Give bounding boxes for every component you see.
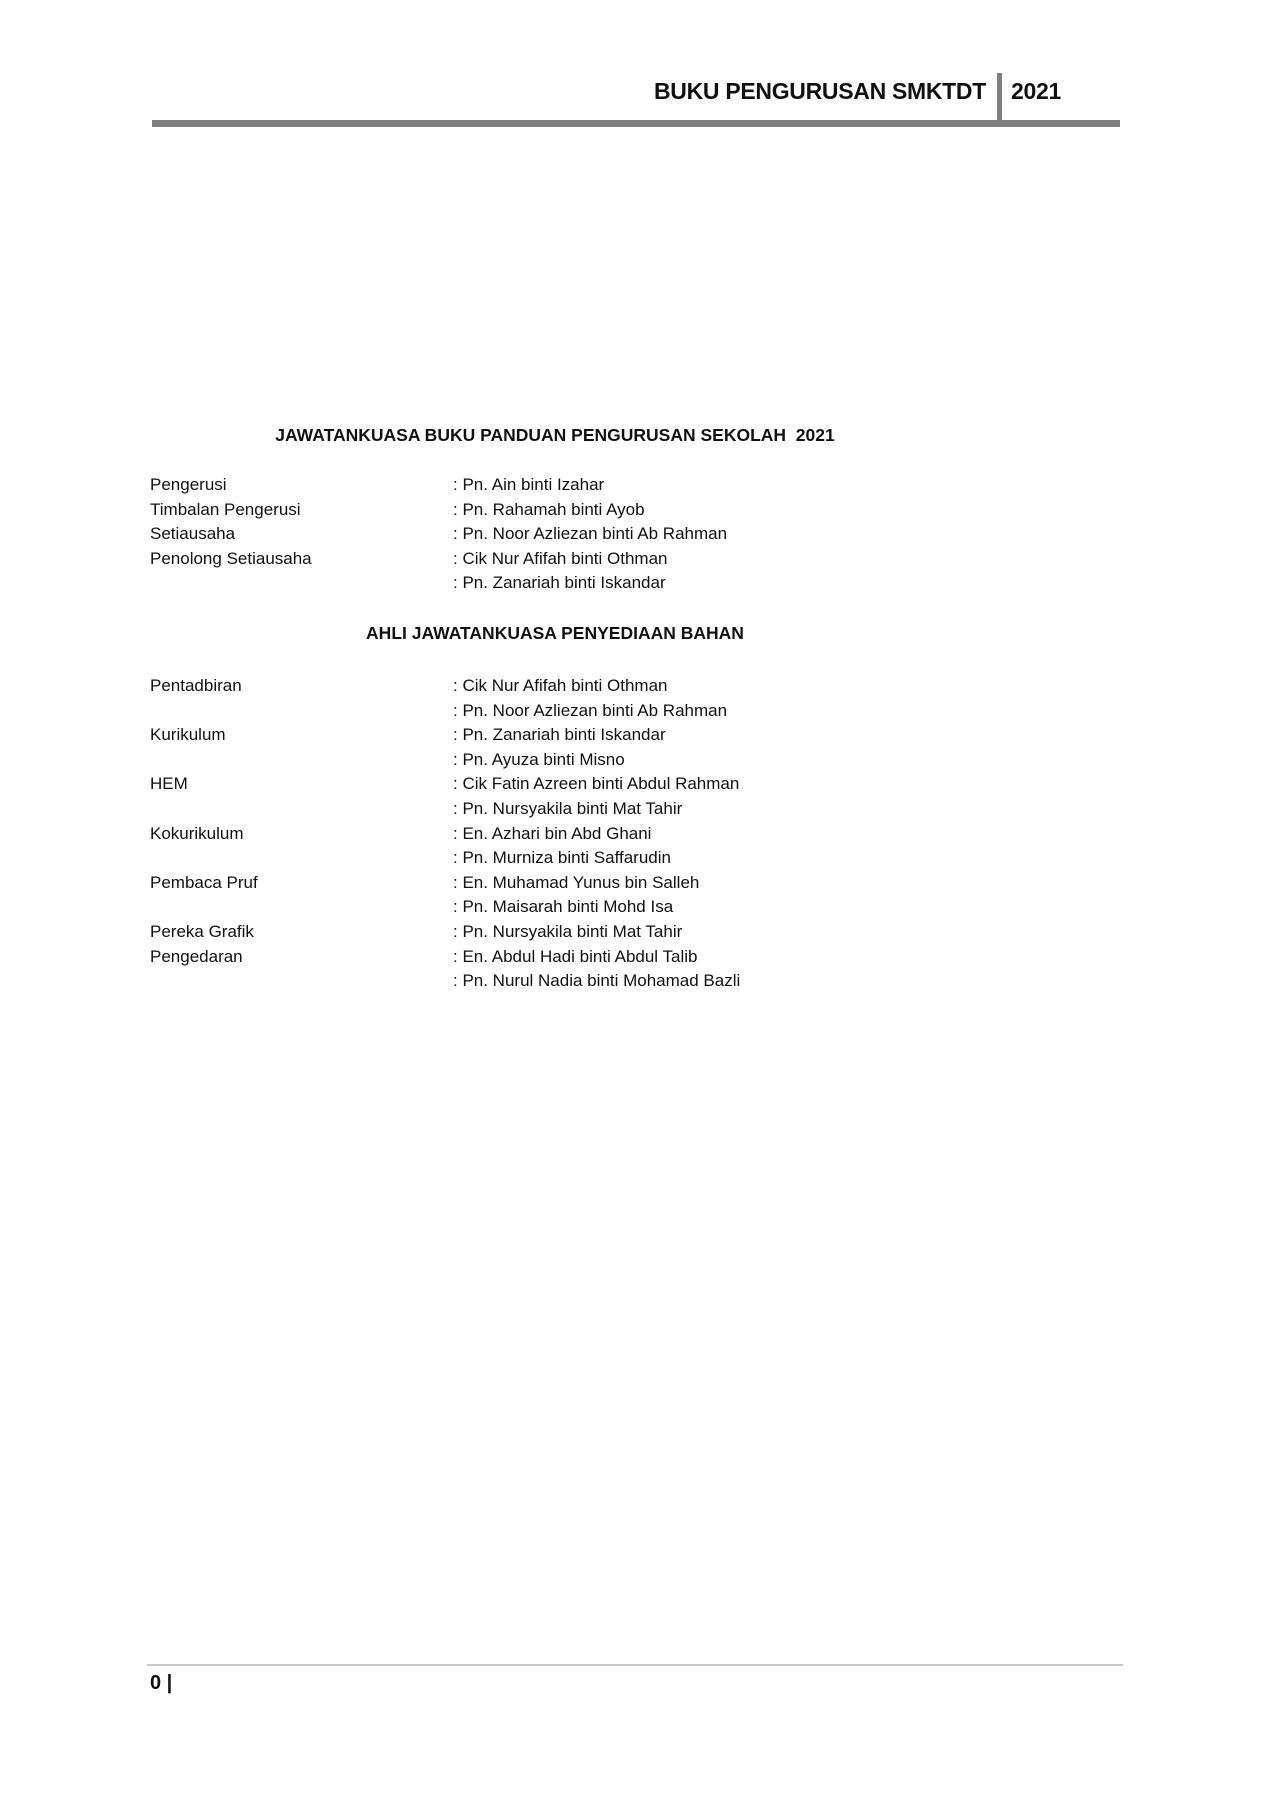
committee-row: [150, 969, 1050, 994]
role-label: [150, 969, 453, 994]
section-heading-ahli-jawatankuasa: AHLI JAWATANKUASA PENYEDIAAN BAHAN: [366, 623, 744, 643]
member-name: : Pn. Nursyakila binti Mat Tahir: [453, 798, 683, 818]
role-label: Pereka Grafik: [150, 921, 254, 941]
committee-row: [150, 547, 1050, 572]
member-name: : Cik Fatin Azreen binti Abdul Rahman: [453, 774, 740, 794]
role-label: Pengerusi: [150, 475, 227, 494]
committee-row: [150, 822, 1050, 847]
committee-row: [150, 797, 1050, 822]
role-label: [150, 895, 453, 920]
member-name: : Pn. Ayuza binti Misno: [453, 749, 625, 769]
committee-row: [150, 772, 1050, 797]
committee-row: [150, 498, 1050, 523]
role-label: [150, 846, 453, 871]
member-name: : Pn. Ain binti Izahar: [453, 475, 605, 494]
header-year: 2021: [1011, 78, 1061, 104]
committee-row: [150, 571, 1050, 596]
role-label: HEM: [150, 774, 188, 794]
committee-row: [150, 473, 1050, 498]
committee-row: [150, 871, 1050, 896]
role-label: Setiausaha: [150, 524, 236, 544]
member-name: : Pn. Nursyakila binti Mat Tahir: [453, 921, 683, 941]
role-label: [150, 571, 453, 596]
member-name: : Pn. Zanariah binti Iskandar: [453, 573, 666, 593]
committee-list-penyediaan-bahan: [150, 674, 1050, 994]
member-name: : Pn. Maisarah binti Mohd Isa: [453, 897, 674, 917]
role-label: Pengedaran: [150, 946, 243, 966]
role-label: Timbalan Pengerusi: [150, 499, 301, 519]
member-name: : Pn. Noor Azliezan binti Ab Rahman: [453, 700, 728, 720]
member-name: : Pn. Murniza binti Saffarudin: [453, 848, 671, 868]
committee-row: [150, 522, 1050, 547]
header-title: BUKU PENGURUSAN SMKTDT: [653, 78, 986, 104]
section-heading-jawatankuasa-buku-panduan: JAWATANKUASA BUKU PANDUAN PENGURUSAN SEKOLAH 2021: [275, 425, 835, 445]
member-name: : En. Abdul Hadi binti Abdul Talib: [453, 946, 698, 966]
header-rule: [152, 120, 1120, 127]
committee-row: [150, 920, 1050, 945]
role-label: [150, 797, 453, 822]
role-label: Kurikulum: [150, 725, 226, 745]
committee-row: [150, 723, 1050, 748]
role-label: Pentadbiran: [150, 676, 242, 695]
committee-row: [150, 895, 1050, 920]
member-name: : Cik Nur Afifah binti Othman: [453, 548, 668, 568]
member-name: : En. Azhari bin Abd Ghani: [453, 823, 652, 843]
member-name: : Cik Nur Afifah binti Othman: [453, 676, 668, 695]
member-name: : Pn. Nurul Nadia binti Mohamad Bazli: [453, 971, 741, 991]
member-name: : Pn. Rahamah binti Ayob: [453, 499, 645, 519]
role-label: Penolong Setiausaha: [150, 548, 312, 568]
committee-list-main: [150, 473, 1050, 596]
committee-row: [150, 846, 1050, 871]
committee-row: [150, 945, 1050, 970]
member-name: : Pn. Zanariah binti Iskandar: [453, 725, 666, 745]
member-name: : Pn. Noor Azliezan binti Ab Rahman: [453, 524, 728, 544]
page-number: 0 |: [150, 1672, 173, 1694]
role-label: Kokurikulum: [150, 823, 244, 843]
role-label: [150, 699, 453, 724]
committee-row: [150, 748, 1050, 773]
committee-row: [150, 699, 1050, 724]
header-vertical-divider: [997, 73, 1002, 127]
committee-row: [150, 674, 1050, 699]
footer-rule: [147, 1664, 1123, 1666]
member-name: : En. Muhamad Yunus bin Salleh: [453, 872, 700, 892]
role-label: [150, 748, 453, 773]
role-label: Pembaca Pruf: [150, 872, 258, 892]
